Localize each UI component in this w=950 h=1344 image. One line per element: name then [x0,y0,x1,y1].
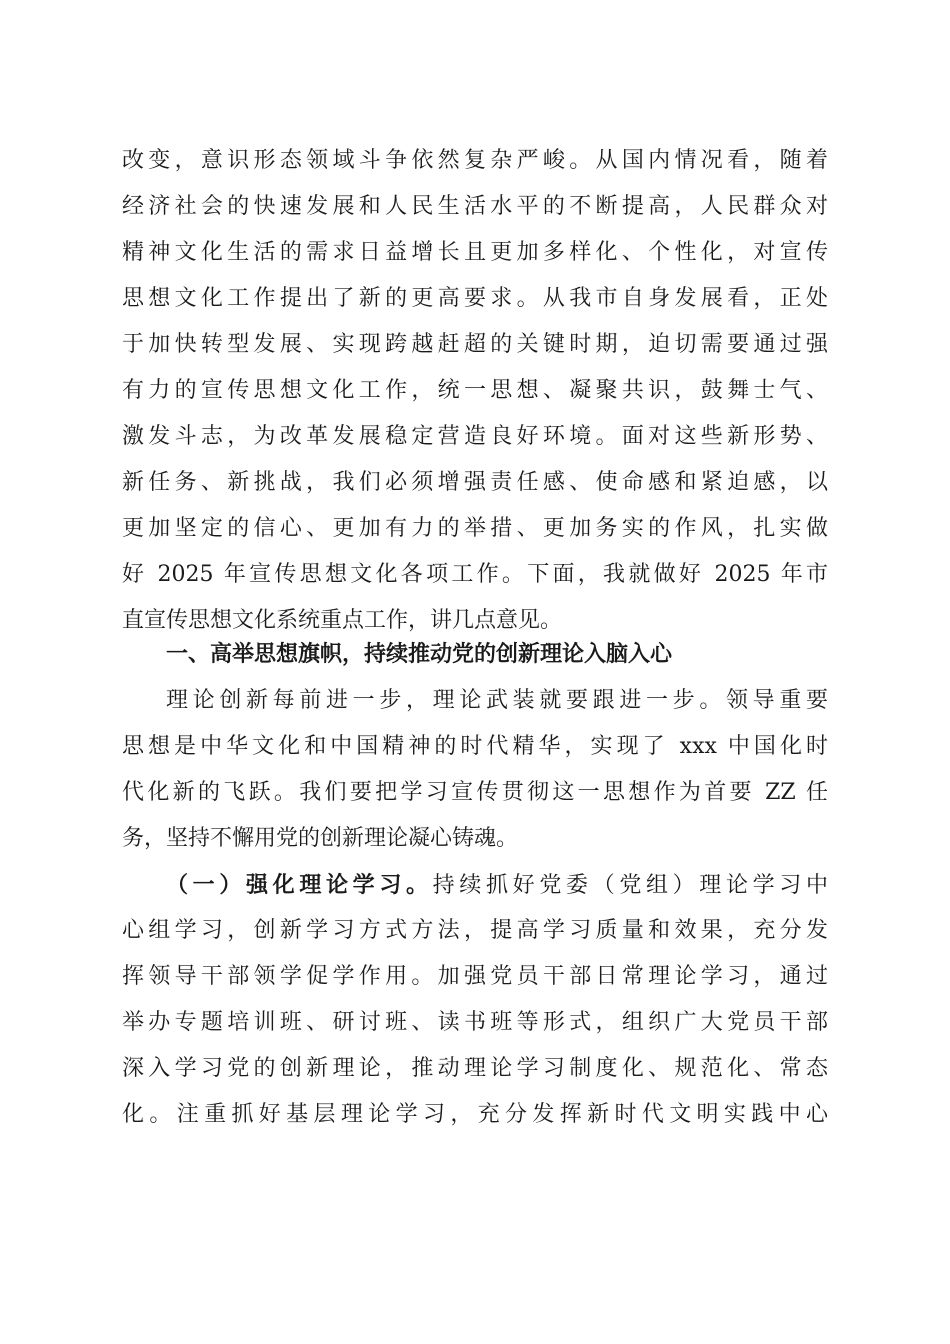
text-line: 好 2025 年宣传思想文化各项工作。下面，我就做好 2025 年市 [122,562,828,587]
intro-paragraph [122,138,828,644]
section-heading: 一、高举思想旗帜，持续推动党的创新理论入脑入心 [166,642,673,667]
text-line: 心组学习，创新学习方式方法，提高学习质量和效果，充分发 [122,918,828,943]
section-paragraph [122,678,828,862]
subsection-first-line-text: 持续抓好党委（党组）理论学习中 [432,873,828,898]
text-line [122,862,828,908]
text-line: 于加快转型发展、实现跨越赶超的关键时期，迫切需要通过强 [122,332,828,357]
text-line: 挥领导干部领学促学作用。加强党员干部日常理论学习，通过 [122,964,828,989]
text-line: 经济社会的快速发展和人民生活水平的不断提高，人民群众对 [122,194,828,219]
subsection-paragraph [122,862,828,1138]
text-line: 化。注重抓好基层理论学习，充分发挥新时代文明实践中心 [122,1102,828,1127]
text-line: 代化新的飞跃。我们要把学习宣传贯彻这一思想作为首要 ZZ 任 [122,780,828,805]
text-line: 新任务、新挑战，我们必须增强责任感、使命感和紧迫感，以 [122,470,828,495]
subsection-label: （一）强化理论学习。 [166,872,433,898]
text-line: 直宣传思想文化系统重点工作，讲几点意见。 [122,608,563,633]
text-line: 改变，意识形态领域斗争依然复杂严峻。从国内情况看，随着 [122,148,828,173]
text-line: 精神文化生活的需求日益增长且更加多样化、个性化，对宣传 [122,240,828,265]
text-line: 举办专题培训班、研讨班、读书班等形式，组织广大党员干部 [122,1010,828,1035]
text-line: 思想文化工作提出了新的更高要求。从我市自身发展看，正处 [122,286,828,311]
text-line: 理论创新每前进一步，理论武装就要跟进一步。领导重要 [166,688,828,713]
text-line: 思想是中华文化和中国精神的时代精华，实现了 xxx 中国化时 [122,734,828,759]
text-line: 深入学习党的创新理论，推动理论学习制度化、规范化、常态 [122,1056,828,1081]
text-line: 激发斗志，为改革发展稳定营造良好环境。面对这些新形势、 [122,424,828,449]
section-one [122,632,828,1138]
text-line: 更加坚定的信心、更加有力的举措、更加务实的作风，扎实做 [122,516,828,541]
text-line: 务，坚持不懈用党的创新理论凝心铸魂。 [122,826,519,851]
text-line: 有力的宣传思想文化工作，统一思想、凝聚共识，鼓舞士气、 [122,378,828,403]
